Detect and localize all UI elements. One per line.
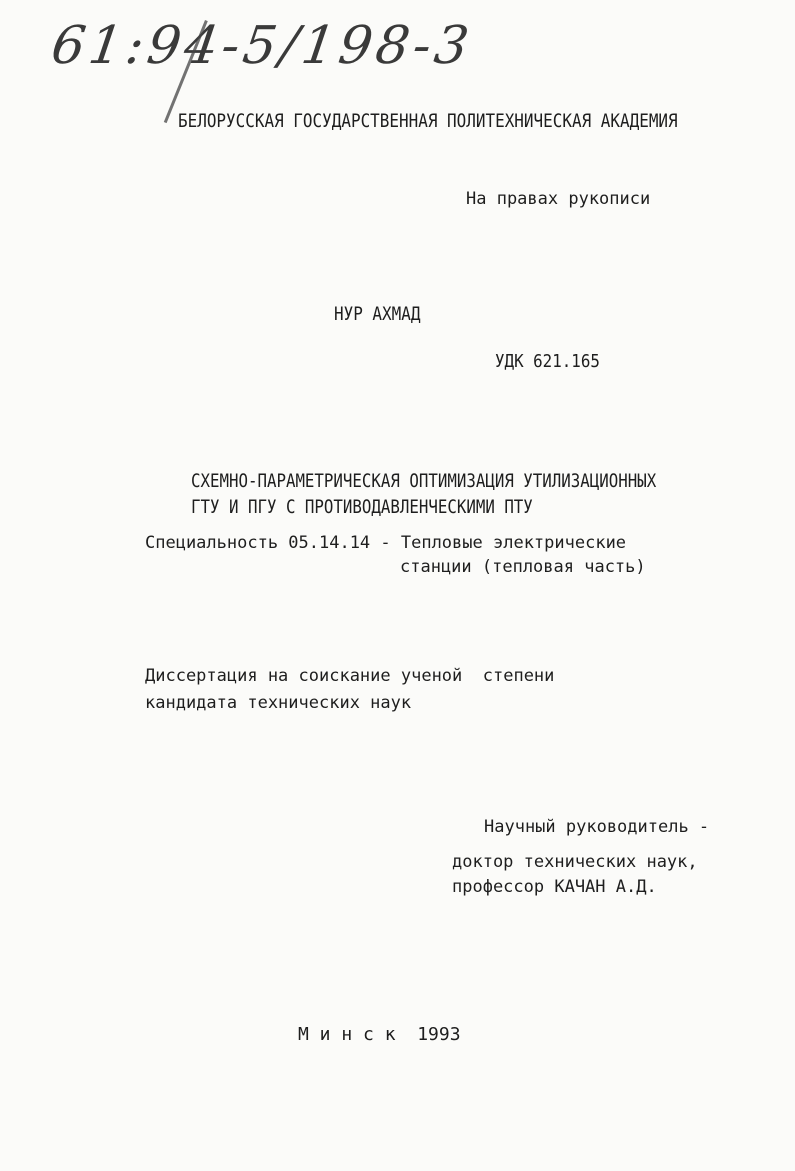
- city-year: М и н с к 1993: [298, 1024, 461, 1045]
- supervisor-line-3: профессор КАЧАН А.Д.: [452, 877, 657, 897]
- udk-code: [452, 330, 615, 393]
- catalog-mark-handwritten: 61:94-5/198-3: [47, 16, 477, 76]
- supervisor-line-2: доктор технических наук,: [452, 852, 698, 872]
- thesis-title-line-2: [145, 474, 603, 540]
- author-name: [288, 281, 437, 347]
- specialty-line-2: станции (тепловая часть): [400, 557, 646, 577]
- thesis-title-line-1-text: СХЕМНО-ПАРАМЕТРИЧЕСКАЯ ОПТИМИЗАЦИЯ УТИЛИЗАЦИОННЫХ: [190, 470, 656, 492]
- supervisor-line-1: Научный руководитель -: [484, 817, 710, 837]
- thesis-title-line-2-text: ГТУ И ПГУ С ПРОТИВОДАВЛЕНЧЕСКИМИ ПТУ: [190, 496, 533, 518]
- dissertation-line-2: кандидата технических наук: [145, 693, 412, 713]
- specialty-line-1: Специальность 05.14.14 - Тепловые электрические: [145, 533, 627, 553]
- organization-name-text: БЕЛОРУССКАЯ ГОСУДАРСТВЕННАЯ ПОЛИТЕХНИЧЕСКАЯ АКАДЕМИЯ: [177, 110, 678, 132]
- udk-code-text: УДК 621.165: [495, 351, 601, 372]
- author-name-text: НУР АХМАД: [333, 303, 421, 325]
- manuscript-rights-note: На правах рукописи: [466, 189, 651, 209]
- dissertation-line-1: Диссертация на соискание ученой степени: [145, 666, 555, 686]
- organization-name: [132, 88, 773, 154]
